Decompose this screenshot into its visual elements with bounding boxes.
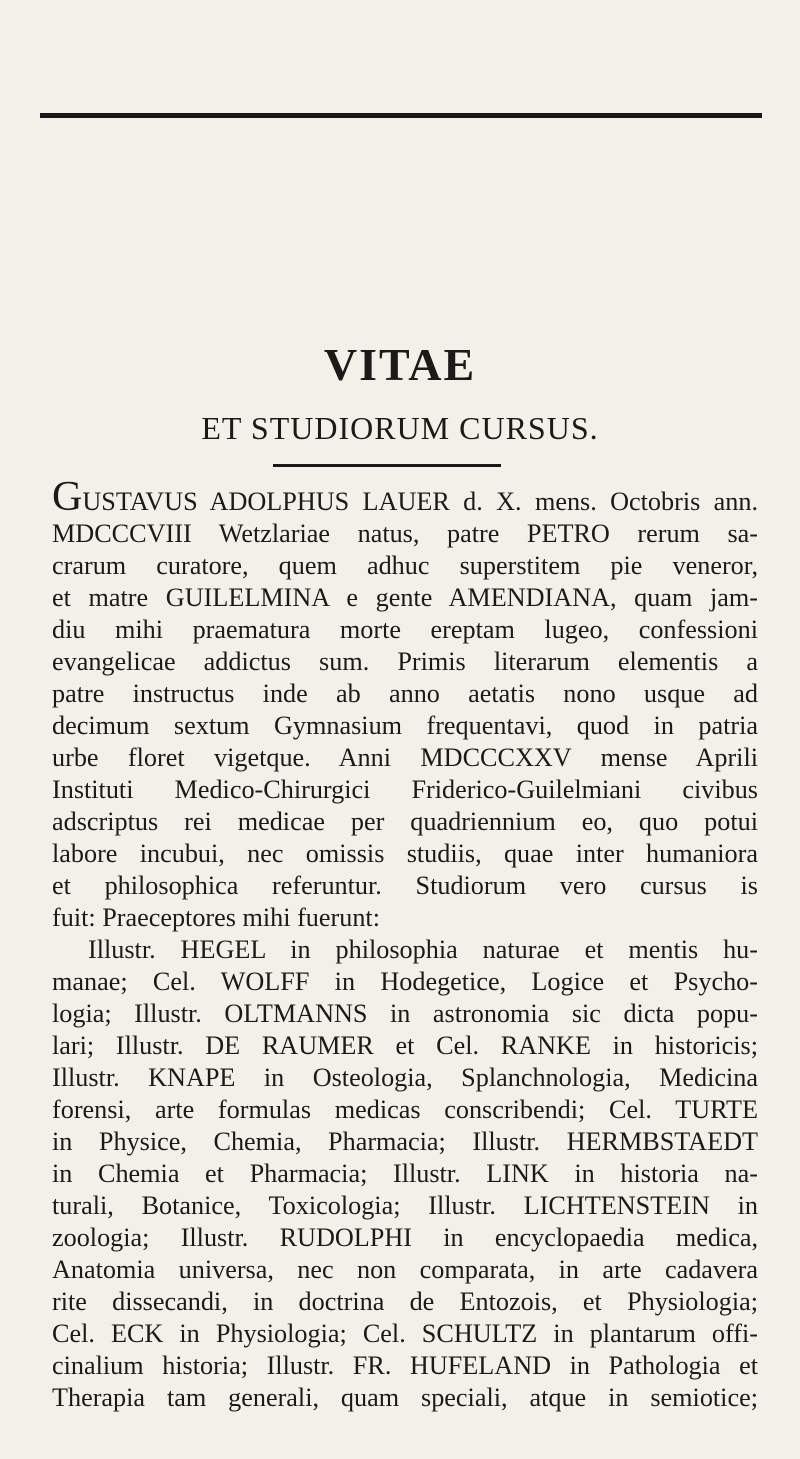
text-line: zoologia; Illustr. RUDOLPHI in encyclopaedia medica, (52, 1223, 758, 1252)
text-line: Cel. ECK in Physiologia; Cel. SCHULTZ in plantarum offi- (52, 1319, 758, 1348)
text-line: Instituti Medico-Chirurgici Friderico-Guilelmiani civibus (52, 775, 758, 804)
text-line: Illustr. KNAPE in Osteologia, Splanchnologia, Medicina (52, 1063, 758, 1092)
text-line: in Chemia et Pharmacia; Illustr. LINK in historia na- (52, 1159, 758, 1188)
page-subtitle: ET STUDIORUM CURSUS. (201, 410, 599, 446)
text-line: Illustr. HEGEL in philosophia naturae et mentis hu- (88, 935, 758, 964)
text-line: urbe floret vigetque. Anni MDCCCXXV mense Aprili (52, 743, 758, 772)
text-line: patre instructus inde ab anno aetatis nono usque ad (52, 679, 758, 708)
text-line-rest: USTAVUS ADOLPHUS LAUER d. X. mens. Octobris ann. (82, 487, 758, 516)
title-divider (273, 464, 501, 467)
text-line: manae; Cel. WOLFF in Hodegetice, Logice et Psycho- (52, 967, 758, 996)
text-line: logia; Illustr. OLTMANNS in astronomia sic dicta popu- (52, 999, 758, 1028)
text-line (52, 474, 758, 520)
text-line: evangelicae addictus sum. Primis literarum elementis a (52, 647, 758, 676)
text-line: Therapia tam generali, quam speciali, atque in semiotice; (52, 1383, 758, 1412)
body-text (52, 474, 758, 1414)
text-line: lari; Illustr. DE RAUMER et Cel. RANKE in historicis; (52, 1031, 758, 1060)
text-line: cinalium historia; Illustr. FR. HUFELAND in Pathologia et (52, 1351, 758, 1380)
text-line: adscriptus rei medicae per quadriennium eo, quo potui (52, 807, 758, 836)
text-line: diu mihi praematura morte ereptam lugeo, confessioni (52, 615, 758, 644)
text-line: fuit: Praeceptores mihi fuerunt: (52, 903, 380, 932)
text-line: et philosophica referuntur. Studiorum vero cursus is (52, 871, 758, 900)
drop-cap: G (52, 474, 83, 520)
text-line: in Physice, Chemia, Pharmacia; Illustr. HERMBSTAEDT (52, 1127, 758, 1156)
text-line: forensi, arte formulas medicas conscribendi; Cel. TURTE (52, 1095, 758, 1124)
text-line: Anatomia universa, nec non comparata, in arte cadavera (52, 1255, 758, 1284)
text-line: labore incubui, nec omissis studiis, quae inter humaniora (52, 839, 758, 868)
page-title: VITAE (323, 339, 477, 390)
text-line: MDCCCVIII Wetzlariae natus, patre PETRO rerum sa- (52, 519, 758, 548)
text-line: et matre GUILELMINA e gente AMENDIANA, quam jam- (52, 583, 758, 612)
text-line: turali, Botanice, Toxicologia; Illustr. LICHTENSTEIN in (52, 1191, 758, 1220)
top-rule (40, 113, 762, 118)
text-line: rite dissecandi, in doctrina de Entozois, et Physiologia; (52, 1287, 758, 1316)
text-line: crarum curatore, quem adhuc superstitem pie veneror, (52, 551, 758, 580)
text-line: decimum sextum Gymnasium frequentavi, quod in patria (52, 711, 758, 740)
